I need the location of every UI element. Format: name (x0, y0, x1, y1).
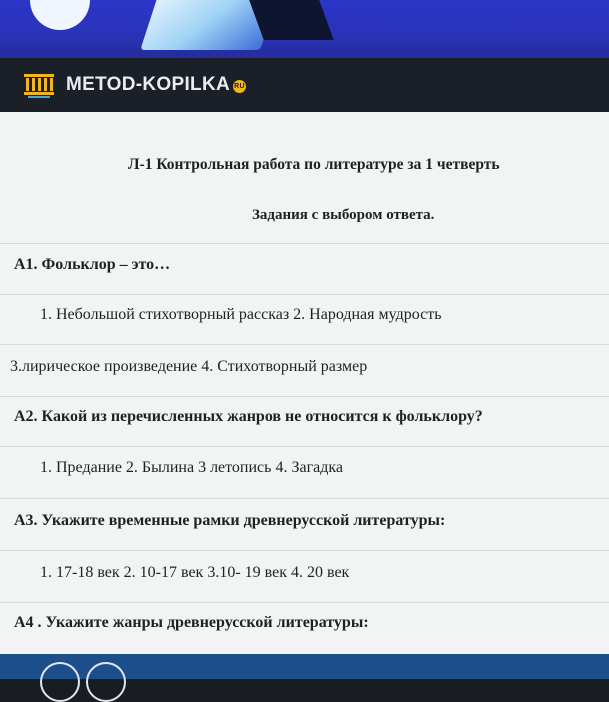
top-banner-strip (0, 0, 609, 58)
logo-building-icon[interactable] (22, 71, 56, 99)
question-a2: А2. Какой из перечисленных жанров не относится к фольклору? (14, 408, 483, 425)
divider (0, 446, 609, 447)
logo-label: METOD-KOPILKA (66, 74, 230, 95)
answer-options: 3.лирическое произведение 4. Стихотворный размер (10, 358, 368, 375)
document-subtitle: Задания с выбором ответа. (252, 207, 435, 223)
bottom-circle-button[interactable] (40, 662, 80, 702)
banner-decoration (30, 0, 90, 30)
ru-badge-icon: RU (233, 80, 246, 93)
answer-options: 1. Небольшой стихотворный рассказ 2. Народная мудрость (40, 306, 442, 323)
answer-options: 1. 17-18 век 2. 10-17 век 3.10- 19 век 4. 20 век (40, 564, 350, 581)
question-a4: А4 . Укажите жанры древнерусской литературы: (14, 614, 369, 631)
site-logo-text[interactable] (66, 74, 246, 96)
document-page (0, 112, 609, 654)
question-a1: А1. Фольклор – это… (14, 256, 171, 273)
divider (0, 602, 609, 603)
divider (0, 550, 609, 551)
question-a3: А3. Укажите временные рамки древнерусской литературы: (14, 512, 446, 529)
divider (0, 294, 609, 295)
site-header (0, 58, 609, 112)
bottom-circle-button[interactable] (86, 662, 126, 702)
divider (0, 243, 609, 244)
answer-options: 1. Предание 2. Былина 3 летопись 4. Загадка (40, 459, 344, 476)
divider (0, 396, 609, 397)
divider (0, 344, 609, 345)
document-title: Л-1 Контрольная работа по литературе за 1 четверть (128, 156, 500, 173)
divider (0, 498, 609, 499)
